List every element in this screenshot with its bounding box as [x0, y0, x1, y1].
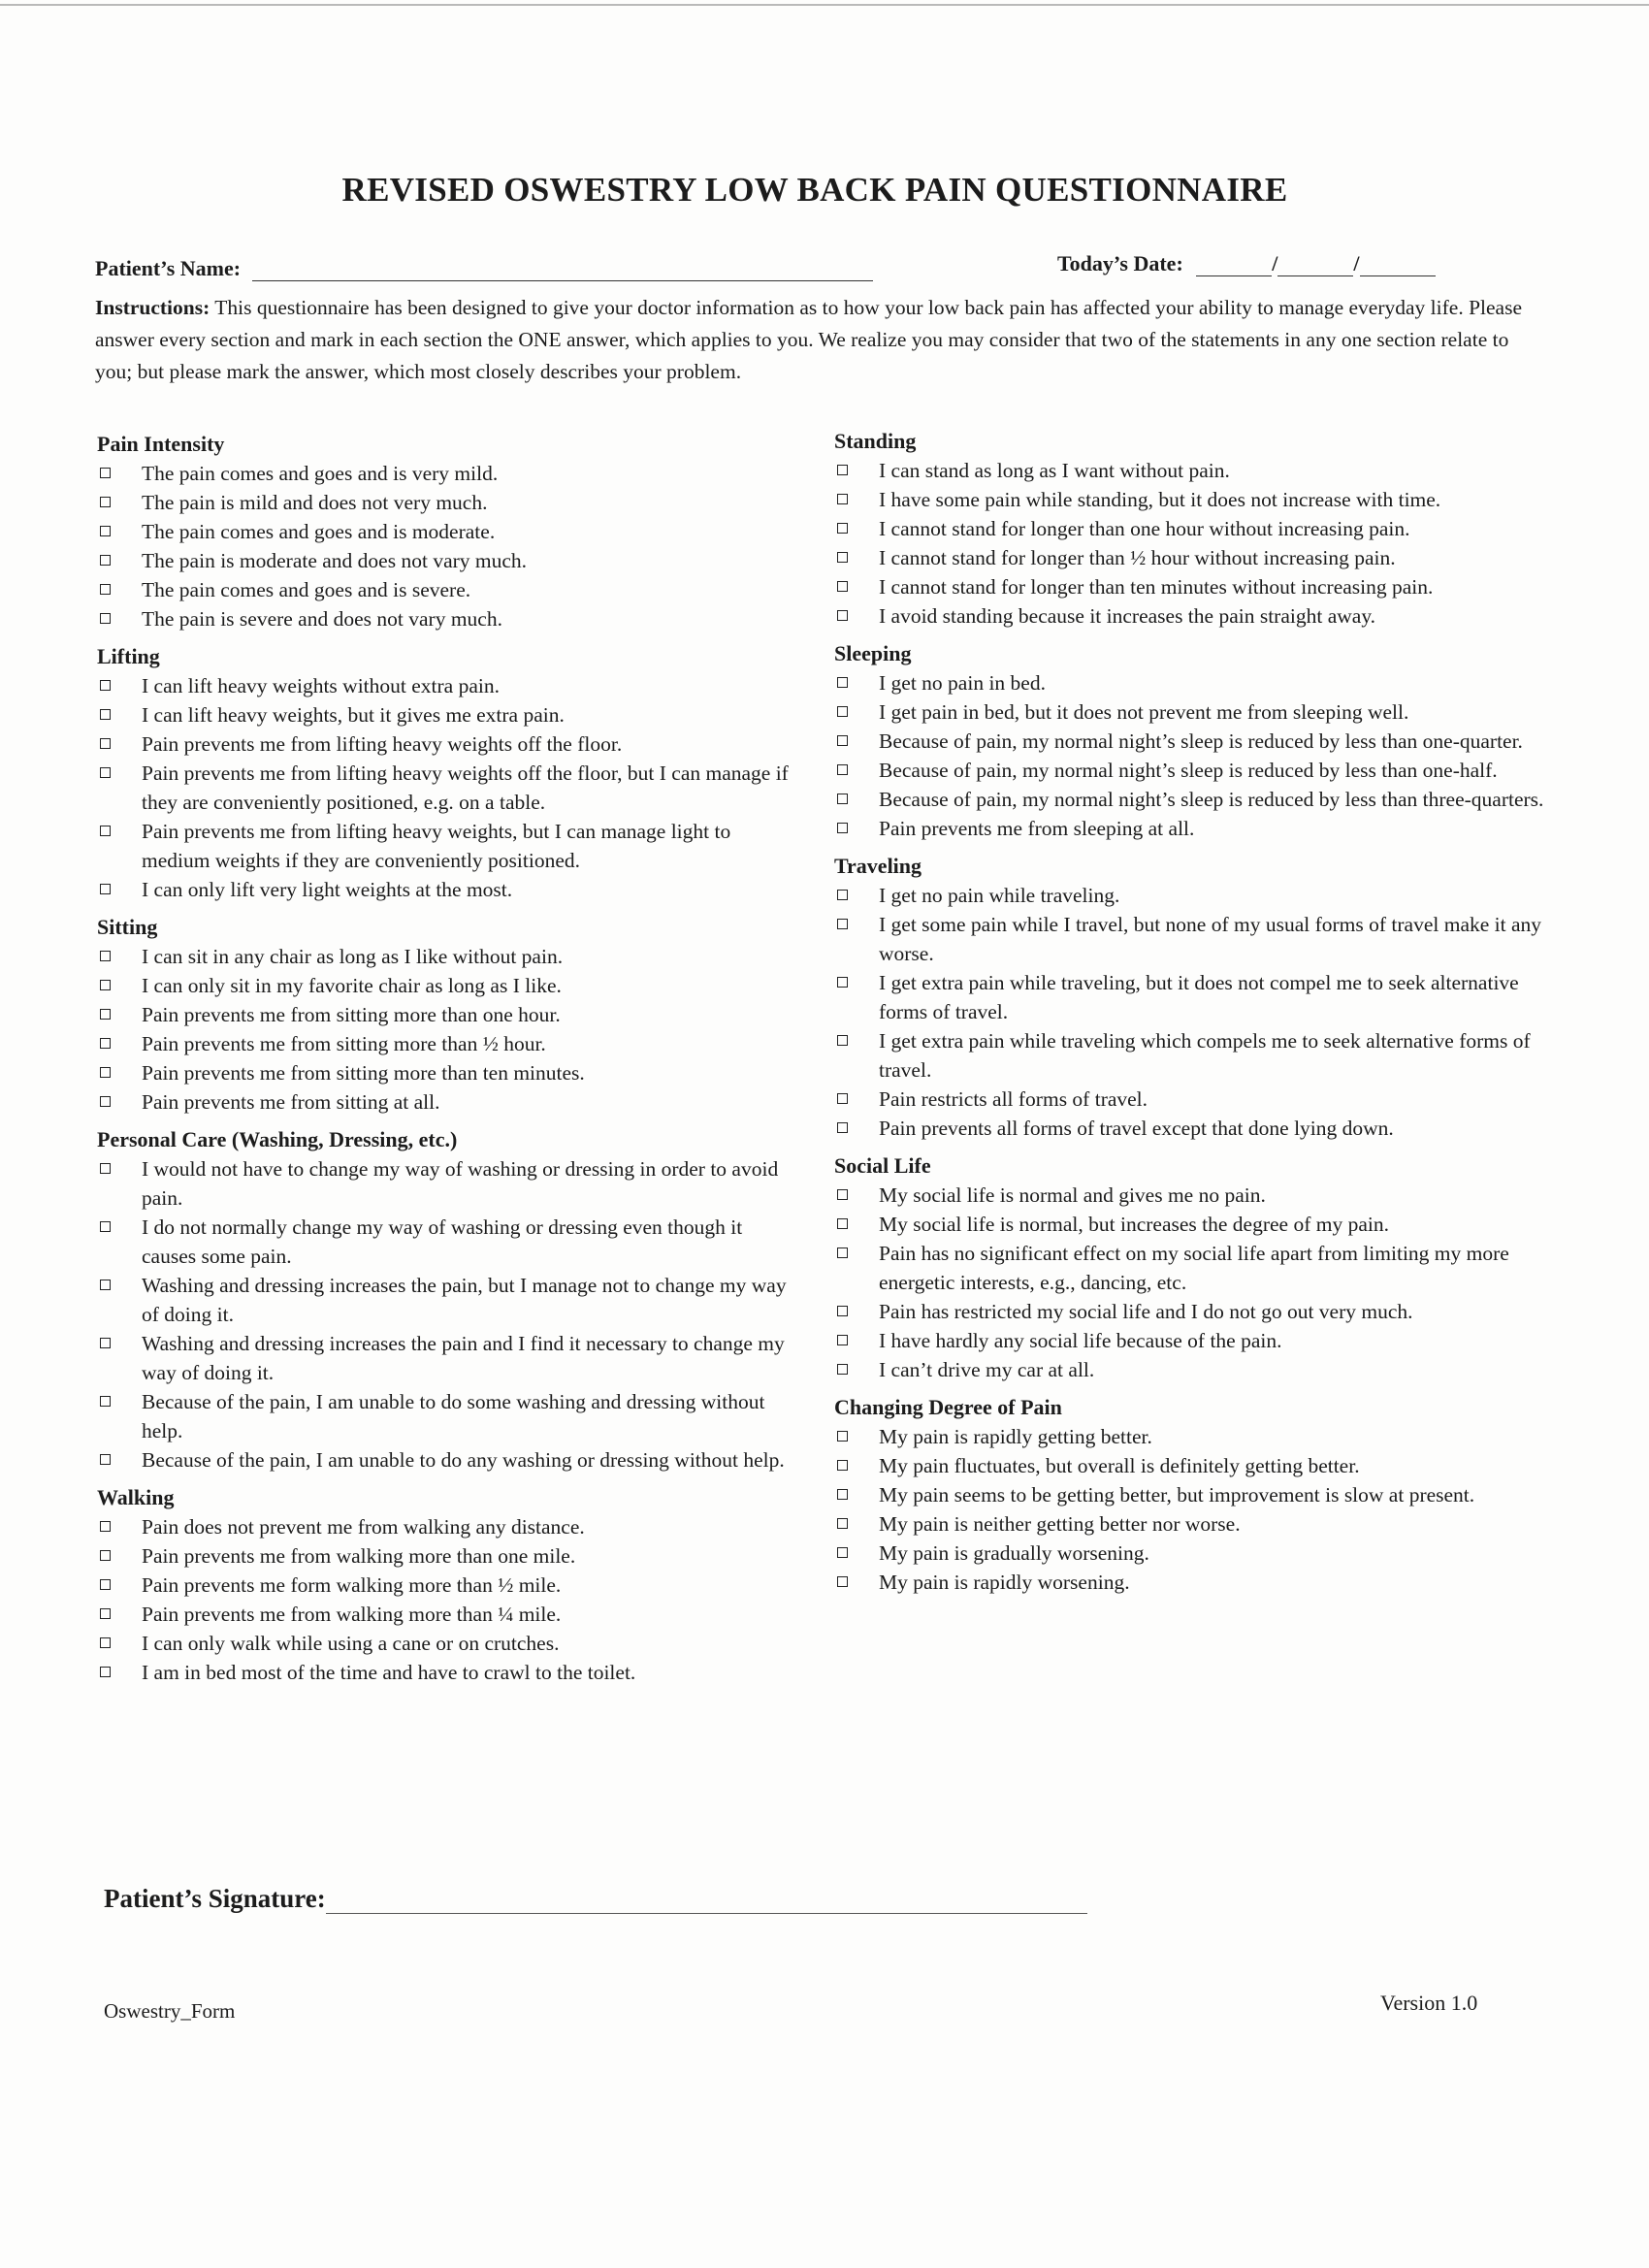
answer-text: I get no pain in bed.: [879, 671, 1046, 695]
answer-text: Because of pain, my normal night’s sleep is reduced by less than one-quarter.: [879, 729, 1523, 753]
answer-option[interactable]: [97, 1000, 795, 1029]
instructions-label: Instructions:: [95, 296, 210, 319]
checkbox[interactable]: [100, 709, 111, 720]
answer-option[interactable]: [834, 1085, 1552, 1114]
answer-option[interactable]: [97, 1571, 795, 1600]
checkbox[interactable]: [837, 1364, 848, 1375]
answer-option[interactable]: [97, 1329, 795, 1387]
instructions: [95, 292, 1540, 388]
answer-text: Pain does not prevent me from walking any distance.: [142, 1515, 585, 1539]
answer-option[interactable]: [834, 1026, 1552, 1085]
page-title: REVISED OSWESTRY LOW BACK PAIN QUESTIONNAIRE: [341, 171, 1288, 209]
scan-edge-line: [0, 4, 1649, 6]
answer-option[interactable]: [97, 459, 795, 488]
answer-option[interactable]: [97, 1213, 795, 1271]
answer-text: Pain prevents me from walking more than one mile.: [142, 1544, 576, 1568]
answer-text: I am in bed most of the time and have to crawl to the toilet.: [142, 1661, 636, 1684]
answer-text: Pain prevents me from sitting more than ten minutes.: [142, 1061, 585, 1085]
section-title: Lifting: [97, 644, 160, 668]
checkbox[interactable]: [837, 706, 848, 717]
checkbox[interactable]: [837, 1489, 848, 1500]
date-field: [1057, 251, 1436, 276]
date-month-input[interactable]: [1196, 256, 1272, 276]
answer-option[interactable]: [834, 1509, 1552, 1539]
date-label: Today’s Date:: [1057, 251, 1183, 275]
date-day-input[interactable]: [1277, 256, 1353, 276]
answer-option[interactable]: [97, 1029, 795, 1058]
section-social-life: [834, 1151, 1552, 1384]
answer-option[interactable]: [97, 942, 795, 971]
answer-option[interactable]: [834, 601, 1552, 631]
answer-text: I can lift heavy weights, but it gives me extra pain.: [142, 703, 565, 727]
checkbox[interactable]: [837, 735, 848, 746]
checkbox[interactable]: [100, 1280, 111, 1290]
answer-option[interactable]: [834, 543, 1552, 572]
signature-label: Patient’s Signature:: [104, 1884, 326, 1913]
checkbox[interactable]: [837, 1306, 848, 1316]
answer-text: Pain prevents me form walking more than ½ mile.: [142, 1573, 562, 1597]
checkbox[interactable]: [837, 823, 848, 833]
section-title: Standing: [834, 429, 917, 453]
answer-option[interactable]: [834, 1355, 1552, 1384]
signature-input[interactable]: [326, 1892, 1087, 1914]
answer-text: Pain prevents me from sitting at all.: [142, 1090, 440, 1114]
answer-text: The pain comes and goes and is severe.: [142, 578, 471, 601]
checkbox[interactable]: [837, 890, 848, 900]
answer-text: I get extra pain while traveling which compels me to seek alternative forms of travel.: [879, 1029, 1531, 1082]
section-title: Sleeping: [834, 641, 912, 665]
answer-option[interactable]: [97, 1154, 795, 1213]
checkbox[interactable]: [100, 1009, 111, 1020]
answer-option[interactable]: [834, 1539, 1552, 1568]
checkbox[interactable]: [837, 1247, 848, 1258]
answer-text: Washing and dressing increases the pain, but I manage not to change my way of doing it.: [142, 1274, 787, 1326]
answer-option[interactable]: [834, 727, 1552, 756]
answer-text: The pain is severe and does not vary much.: [142, 607, 502, 631]
checkbox[interactable]: [100, 1637, 111, 1648]
date-year-input[interactable]: [1360, 256, 1436, 276]
section-title: Social Life: [834, 1153, 931, 1178]
checkbox[interactable]: [100, 1608, 111, 1619]
checkbox[interactable]: [100, 826, 111, 836]
checkbox[interactable]: [100, 468, 111, 478]
checkbox[interactable]: [100, 497, 111, 507]
answer-text: Pain prevents me from sitting more than one hour.: [142, 1003, 561, 1026]
answer-option[interactable]: [834, 814, 1552, 843]
answer-option[interactable]: [834, 1114, 1552, 1143]
answer-option[interactable]: [97, 759, 795, 817]
section-personal-care-washing-dressing-etc: [97, 1125, 795, 1474]
checkbox[interactable]: [100, 1521, 111, 1532]
answer-text: My pain is neither getting better nor worse.: [879, 1512, 1241, 1536]
checkbox[interactable]: [837, 977, 848, 988]
answer-option[interactable]: [834, 456, 1552, 485]
answer-text: My pain seems to be getting better, but improvement is slow at present.: [879, 1483, 1475, 1507]
answer-text: My pain is rapidly getting better.: [879, 1425, 1152, 1448]
answer-text: Pain restricts all forms of travel.: [879, 1087, 1148, 1111]
answer-text: My pain fluctuates, but overall is definitely getting better.: [879, 1454, 1360, 1477]
checkbox[interactable]: [837, 1518, 848, 1529]
answer-option[interactable]: [97, 1271, 795, 1329]
answer-option[interactable]: [834, 968, 1552, 1026]
patient-name-field: [95, 256, 873, 281]
checkbox[interactable]: [100, 1163, 111, 1174]
answer-option[interactable]: [834, 1326, 1552, 1355]
answer-option[interactable]: [97, 1058, 795, 1087]
section-title: Sitting: [97, 915, 158, 939]
answer-text: My social life is normal and gives me no pain.: [879, 1183, 1266, 1207]
patient-name-input[interactable]: [252, 261, 873, 281]
answer-text: Pain prevents me from sitting more than ½ hour.: [142, 1032, 546, 1055]
answer-text: I can’t drive my car at all.: [879, 1358, 1095, 1381]
answer-option[interactable]: [97, 517, 795, 546]
section-standing: [834, 427, 1552, 631]
checkbox[interactable]: [100, 738, 111, 749]
checkbox[interactable]: [100, 980, 111, 990]
section-title: Personal Care (Washing, Dressing, etc.): [97, 1127, 458, 1151]
section-title: Traveling: [834, 854, 922, 878]
answer-text: I would not have to change my way of washing or dressing in order to avoid pain.: [142, 1157, 779, 1210]
section-title: Changing Degree of Pain: [834, 1395, 1062, 1419]
checkbox[interactable]: [100, 884, 111, 894]
section-walking: [97, 1483, 795, 1687]
answer-text: I can only lift very light weights at the most.: [142, 878, 513, 901]
answer-text: Because of pain, my normal night’s sleep is reduced by less than one-half.: [879, 759, 1498, 782]
section-changing-degree-of-pain: [834, 1393, 1552, 1597]
section-pain-intensity: [97, 430, 795, 633]
answer-option[interactable]: [97, 971, 795, 1000]
checkbox[interactable]: [837, 1576, 848, 1587]
answer-text: I have some pain while standing, but it does not increase with time.: [879, 488, 1441, 511]
answer-option[interactable]: [97, 1387, 795, 1445]
answer-text: Pain prevents me from lifting heavy weights off the floor.: [142, 732, 623, 756]
checkbox[interactable]: [100, 1454, 111, 1465]
section-sleeping: [834, 639, 1552, 843]
checkbox[interactable]: [100, 1038, 111, 1049]
answer-option[interactable]: [834, 1480, 1552, 1509]
answer-text: Pain prevents all forms of travel except that done lying down.: [879, 1117, 1394, 1140]
answer-text: The pain comes and goes and is very mild.: [142, 462, 499, 485]
checkbox[interactable]: [837, 1218, 848, 1229]
answer-option[interactable]: [834, 785, 1552, 814]
answer-option[interactable]: [97, 700, 795, 729]
answer-text: I avoid standing because it increases the pain straight away.: [879, 604, 1376, 628]
section-title: Pain Intensity: [97, 432, 225, 456]
answer-option[interactable]: [97, 729, 795, 759]
answer-text: The pain is moderate and does not vary much.: [142, 549, 528, 572]
answer-option[interactable]: [834, 697, 1552, 727]
answer-text: I can lift heavy weights without extra pain.: [142, 674, 500, 697]
checkbox[interactable]: [837, 919, 848, 929]
answer-text: I get no pain while traveling.: [879, 884, 1120, 907]
answer-option[interactable]: [834, 1181, 1552, 1210]
answer-text: Pain has no significant effect on my social life apart from limiting my more energetic interests, e.g., dancing, etc.: [879, 1242, 1509, 1294]
answer-text: I can sit in any chair as long as I like without pain.: [142, 945, 564, 968]
answer-option[interactable]: [97, 875, 795, 904]
checkbox[interactable]: [837, 1189, 848, 1200]
checkbox[interactable]: [837, 465, 848, 475]
checkbox[interactable]: [837, 581, 848, 592]
version-label: Version 1.0: [1380, 1991, 1478, 2015]
patient-name-label: Patient’s Name:: [95, 256, 242, 280]
checkbox[interactable]: [100, 1067, 111, 1078]
checkbox[interactable]: [837, 610, 848, 621]
answer-option[interactable]: [834, 1422, 1552, 1451]
checkbox[interactable]: [837, 794, 848, 804]
checkbox[interactable]: [837, 1122, 848, 1133]
section-traveling: [834, 852, 1552, 1143]
answer-option[interactable]: [97, 1658, 795, 1687]
section-title: Walking: [97, 1485, 175, 1509]
checkbox[interactable]: [837, 764, 848, 775]
checkbox[interactable]: [837, 1093, 848, 1104]
answer-text: I get extra pain while traveling, but it does not compel me to seek alternative forms of travel.: [879, 971, 1519, 1023]
answer-text: I cannot stand for longer than one hour without increasing pain.: [879, 517, 1410, 540]
answer-option[interactable]: [834, 910, 1552, 968]
answer-option[interactable]: [834, 514, 1552, 543]
answer-text: Because of pain, my normal night’s sleep is reduced by less than three-quarters.: [879, 788, 1544, 811]
answer-option[interactable]: [834, 1568, 1552, 1597]
answer-option[interactable]: [97, 604, 795, 633]
checkbox[interactable]: [100, 1550, 111, 1561]
answer-option[interactable]: [97, 1512, 795, 1541]
checkbox[interactable]: [837, 1035, 848, 1046]
checkbox[interactable]: [100, 951, 111, 961]
answer-text: I cannot stand for longer than ½ hour without increasing pain.: [879, 546, 1396, 569]
checkbox[interactable]: [837, 494, 848, 504]
checkbox[interactable]: [100, 1338, 111, 1348]
answer-text: I can only walk while using a cane or on crutches.: [142, 1632, 560, 1655]
answer-option[interactable]: [97, 671, 795, 700]
answer-text: The pain is mild and does not very much.: [142, 491, 488, 514]
checkbox[interactable]: [100, 680, 111, 691]
checkbox[interactable]: [837, 677, 848, 688]
answer-option[interactable]: [97, 1629, 795, 1658]
answer-option[interactable]: [834, 1297, 1552, 1326]
answer-text: Pain prevents me from lifting heavy weights off the floor, but I can manage if they are conveniently positioned, e.g. on a table.: [142, 761, 789, 814]
answer-option[interactable]: [834, 668, 1552, 697]
checkbox[interactable]: [100, 584, 111, 595]
answer-text: My pain is gradually worsening.: [879, 1541, 1149, 1565]
checkbox[interactable]: [100, 767, 111, 778]
checkbox[interactable]: [100, 613, 111, 624]
answer-option[interactable]: [97, 1445, 795, 1474]
left-column: [97, 430, 795, 1696]
instructions-text: This questionnaire has been designed to give your doctor information as to how your low back pain has affected your ability to manage everyday life. Please answer every section and mark in each section the ONE answer, which applies to you. We realize you may consider that two of the statements in any one section relate to you; but please mark the answer, which most closely describes your problem.: [95, 296, 1523, 383]
checkbox[interactable]: [100, 1667, 111, 1677]
answer-option[interactable]: [834, 1239, 1552, 1297]
answer-text: I can only sit in my favorite chair as long as I like.: [142, 974, 562, 997]
signature-field: [104, 1884, 1087, 1914]
answer-option[interactable]: [834, 1210, 1552, 1239]
checkbox[interactable]: [837, 1460, 848, 1471]
answer-option[interactable]: [97, 546, 795, 575]
answer-option[interactable]: [97, 575, 795, 604]
checkbox[interactable]: [837, 1547, 848, 1558]
answer-text: I get some pain while I travel, but none of my usual forms of travel make it any worse.: [879, 913, 1542, 965]
answer-option[interactable]: [834, 572, 1552, 601]
checkbox[interactable]: [100, 1396, 111, 1407]
answer-option[interactable]: [834, 1451, 1552, 1480]
checkbox[interactable]: [100, 1221, 111, 1232]
answer-option[interactable]: [97, 1541, 795, 1571]
section-lifting: [97, 642, 795, 904]
answer-text: Pain prevents me from lifting heavy weights, but I can manage light to medium weights if they are conveniently positioned.: [142, 820, 731, 872]
answer-option[interactable]: [834, 756, 1552, 785]
checkbox[interactable]: [837, 552, 848, 563]
checkbox[interactable]: [100, 1096, 111, 1107]
answer-option[interactable]: [97, 488, 795, 517]
form-id: Oswestry_Form: [104, 1999, 236, 2023]
section-sitting: [97, 913, 795, 1117]
answer-text: The pain comes and goes and is moderate.: [142, 520, 496, 543]
checkbox[interactable]: [837, 523, 848, 534]
answer-text: Because of the pain, I am unable to do some washing and dressing without help.: [142, 1390, 765, 1442]
checkbox[interactable]: [837, 1335, 848, 1345]
answer-text: My pain is rapidly worsening.: [879, 1571, 1130, 1594]
answer-text: Pain has restricted my social life and I do not go out very much.: [879, 1300, 1413, 1323]
answer-text: I can stand as long as I want without pain.: [879, 459, 1230, 482]
answer-text: I cannot stand for longer than ten minutes without increasing pain.: [879, 575, 1434, 599]
answer-text: My social life is normal, but increases the degree of my pain.: [879, 1213, 1389, 1236]
answer-text: Because of the pain, I am unable to do any washing or dressing without help.: [142, 1448, 785, 1472]
right-column: [834, 427, 1552, 1605]
answer-option[interactable]: [834, 881, 1552, 910]
answer-text: Washing and dressing increases the pain and I find it necessary to change my way of doing it.: [142, 1332, 785, 1384]
answer-option[interactable]: [97, 817, 795, 875]
answer-text: Pain prevents me from walking more than ¼ mile.: [142, 1603, 562, 1626]
answer-option[interactable]: [834, 485, 1552, 514]
checkbox[interactable]: [100, 555, 111, 566]
answer-text: I do not normally change my way of washing or dressing even though it causes some pain.: [142, 1215, 743, 1268]
checkbox[interactable]: [100, 526, 111, 536]
answer-text: Pain prevents me from sleeping at all.: [879, 817, 1195, 840]
answer-text: I have hardly any social life because of the pain.: [879, 1329, 1282, 1352]
answer-option[interactable]: [97, 1600, 795, 1629]
date-separator: /: [1353, 251, 1360, 275]
answer-option[interactable]: [97, 1087, 795, 1117]
answer-text: I get pain in bed, but it does not prevent me from sleeping well.: [879, 700, 1409, 724]
date-separator: /: [1272, 251, 1278, 275]
checkbox[interactable]: [100, 1579, 111, 1590]
checkbox[interactable]: [837, 1431, 848, 1442]
